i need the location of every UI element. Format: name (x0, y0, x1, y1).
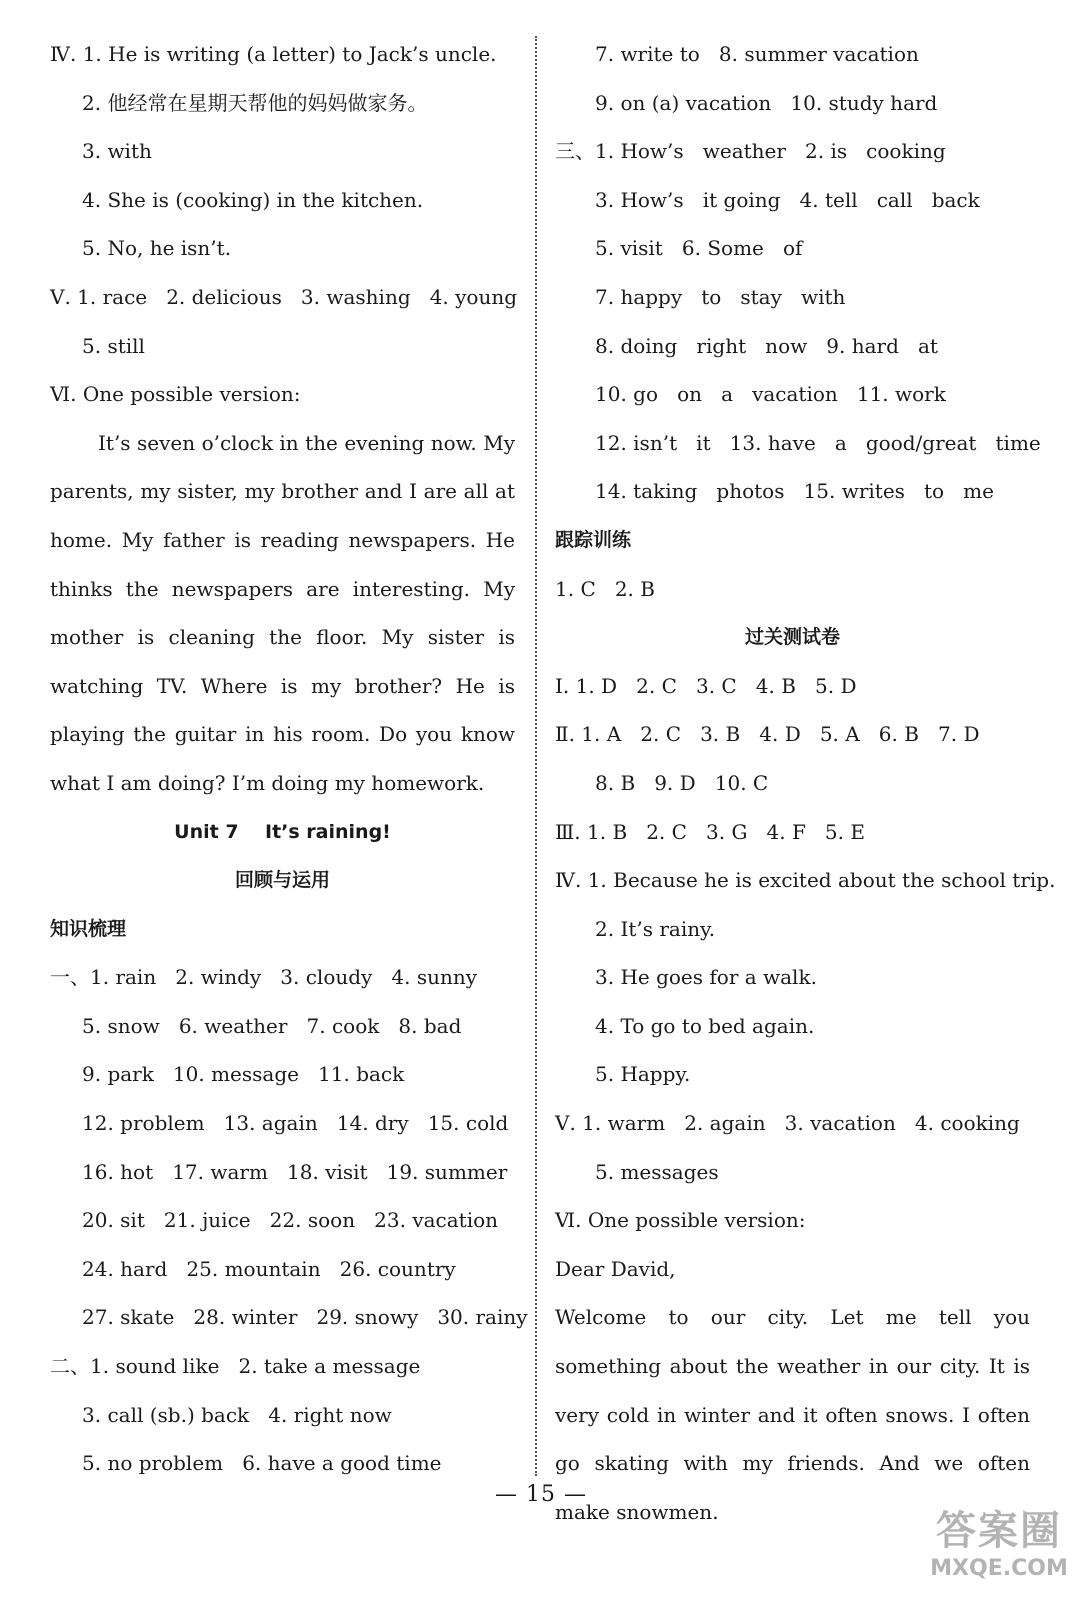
page-number: — 15 — (495, 1482, 587, 1507)
answer-line: 3. call (sb.) back 4. right now (82, 1402, 392, 1427)
answer-line: Ⅵ. One possible version: (50, 382, 301, 407)
answer-line: 5. messages (595, 1159, 719, 1184)
answer-line: 24. hard 25. mountain 26. country (82, 1256, 456, 1281)
answer-line: 27. skate 28. winter 29. snowy 30. rainy (82, 1305, 528, 1330)
test-answer-list (555, 662, 1056, 1245)
answer-line: 三、1. How’s weather 2. is cooking (555, 139, 946, 164)
answer-line: Ⅳ. 1. He is writing (a letter) to Jack’s uncle. (50, 42, 497, 66)
test-title: 过关测试卷 (744, 626, 840, 649)
answer-line: 5. snow 6. weather 7. cook 8. bad (82, 1013, 462, 1038)
answer-line: 5. no problem 6. have a good time (82, 1451, 442, 1476)
answer-line: 3. He goes for a walk. (595, 965, 817, 990)
letter-greeting: Dear David, (555, 1256, 676, 1281)
tracking-answers: 1. C 2. B (555, 576, 655, 601)
answer-line: Ⅱ. 1. A 2. C 3. B 4. D 5. A 6. B 7. D (555, 722, 980, 747)
answer-line: Ⅲ. 1. B 2. C 3. G 4. F 5. E (555, 819, 865, 844)
answer-line: Ⅴ. 1. warm 2. again 3. vacation 4. cooking (555, 1111, 1020, 1136)
answer-line: Ⅵ. One possible version: (555, 1208, 806, 1233)
letter-body: Welcome to our city. Let me tell you something about the weather in our city. It is very cold in winter and it often snows. I often go skating with my friends. And we often make snowmen. (555, 1305, 1030, 1524)
answer-line: 二、1. sound like 2. take a message (50, 1354, 421, 1379)
answer-line: 7. write to 8. summer vacation (595, 42, 919, 66)
right-answer-list (555, 30, 1041, 516)
answer-line: 8. doing right now 9. hard at (595, 333, 938, 358)
answer-line: 3. How’s it going 4. tell call back (595, 187, 980, 212)
unit-title: Unit 7 It’s raining! (174, 820, 391, 843)
watermark-en: MXQE.COM (930, 1556, 1068, 1581)
answer-line: 12. isn’t it 13. have a good/great time (595, 430, 1041, 455)
answer-line: 14. taking photos 15. writes to me (595, 479, 994, 504)
answer-line: 12. problem 13. again 14. dry 15. cold (82, 1111, 509, 1136)
section-title: 回顾与运用 (234, 869, 330, 892)
answer-line: 7. happy to stay with (595, 284, 846, 309)
subheading-tracking: 跟踪训练 (555, 528, 632, 551)
answer-line: 2. It’s rainy. (595, 916, 716, 941)
answer-line: 9. park 10. message 11. back (82, 1062, 405, 1087)
watermark-cn: 答案圈 (936, 1508, 1062, 1554)
left-column (50, 30, 528, 1488)
answer-line: 9. on (a) vacation 10. study hard (595, 90, 938, 115)
column-divider (535, 36, 537, 1476)
answer-line: 20. sit 21. juice 22. soon 23. vacation (82, 1208, 499, 1233)
left-answer-list (50, 30, 518, 419)
answer-line: 8. B 9. D 10. C (595, 770, 769, 795)
answer-line: 一、1. rain 2. windy 3. cloudy 4. sunny (50, 965, 478, 990)
answer-line: 2. 他经常在星期天帮他的妈妈做家务。 (82, 90, 428, 115)
answer-line: 3. with (82, 139, 152, 164)
answer-line: 4. She is (cooking) in the kitchen. (82, 187, 424, 212)
subheading-knowledge: 知识梳理 (50, 917, 127, 940)
essay-paragraph (50, 419, 515, 808)
answer-line: Ⅳ. 1. Because he is excited about the school trip. (555, 868, 1056, 893)
answer-line: 4. To go to bed again. (595, 1013, 815, 1038)
answer-line: 5. still (82, 333, 145, 358)
knowledge-answer-list (50, 953, 528, 1488)
answer-line: 10. go on a vacation 11. work (595, 382, 946, 407)
answer-line: Ⅰ. 1. D 2. C 3. C 4. B 5. D (555, 673, 857, 698)
answer-line: 5. Happy. (595, 1062, 691, 1087)
watermark-logo (924, 1499, 1074, 1594)
answer-line: 16. hot 17. warm 18. visit 19. summer (82, 1159, 508, 1184)
answer-line: Ⅴ. 1. race 2. delicious 3. washing 4. young (50, 284, 518, 309)
essay-text: It’s seven o’clock in the evening now. My parents, my sister, my brother and I are all at home. My father is reading newspapers. He thinks the newspapers are interesting. My mother is cleaning the floor. My sister is watching TV. Where is my brother? He is playing the guitar in his room. Do you know what I am doing? I’m doing my homework. (50, 430, 515, 795)
answer-line: 5. No, he isn’t. (82, 236, 232, 261)
answer-line: 5. visit 6. Some of (595, 236, 803, 261)
